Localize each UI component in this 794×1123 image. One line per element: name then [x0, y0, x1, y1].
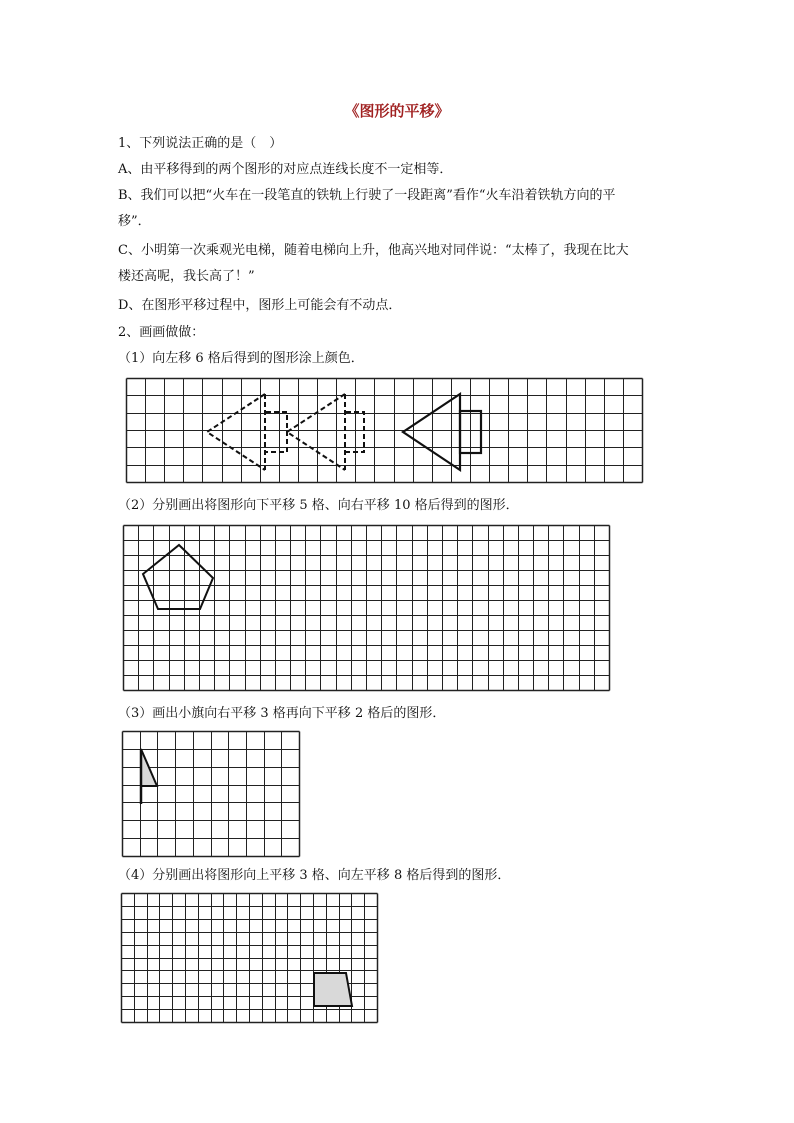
part-3-instruction: （3）画出小旗向右平移 3 格再向下平移 2 格后的图形．: [118, 706, 446, 721]
option-b-line-1: B、我们可以把“火车在一段笔直的铁轨上行驶了一段距离”看作“火车沿着铁轨方向的平: [118, 188, 616, 203]
grid-1: [126, 378, 644, 484]
part-4-instruction: （4）分别画出将图形向上平移 3 格、向左平移 8 格后得到的图形．: [118, 868, 511, 883]
part-1-instruction: （1）向左移 6 格后得到的图形涂上颜色．: [118, 351, 364, 366]
option-a: A、由平移得到的两个图形的对应点连线长度不一定相等．: [118, 162, 453, 177]
question-2-stem: 2、画画做做：: [118, 325, 205, 340]
option-c-line-1: C、小明第一次乘观光电梯，随着电梯向上升，他高兴地对同伴说：“太棒了，我现在比大: [118, 243, 629, 258]
grid-3: [122, 731, 300, 857]
grid-1-lines: [127, 379, 643, 483]
page-title: 《图形的平移》: [344, 102, 450, 120]
solid-fish-shape: [403, 394, 481, 470]
grid-3-lines: [123, 732, 300, 857]
option-b-line-2: 移”．: [118, 214, 151, 229]
option-d: D、在图形平移过程中，图形上可能会有不动点．: [118, 298, 402, 313]
option-c-line-2: 楼还高呢，我长高了！”: [118, 269, 255, 284]
question-1-stem: 1、下列说法正确的是（ ）: [118, 136, 283, 151]
dashed-fish-shape: [207, 394, 364, 470]
part-2-instruction: （2）分别画出将图形向下平移 5 格、向右平移 10 格后得到的图形．: [118, 498, 519, 513]
trapezoid-shape: [314, 973, 352, 1006]
grid-4: [121, 893, 378, 1023]
grid-2: [123, 525, 610, 691]
